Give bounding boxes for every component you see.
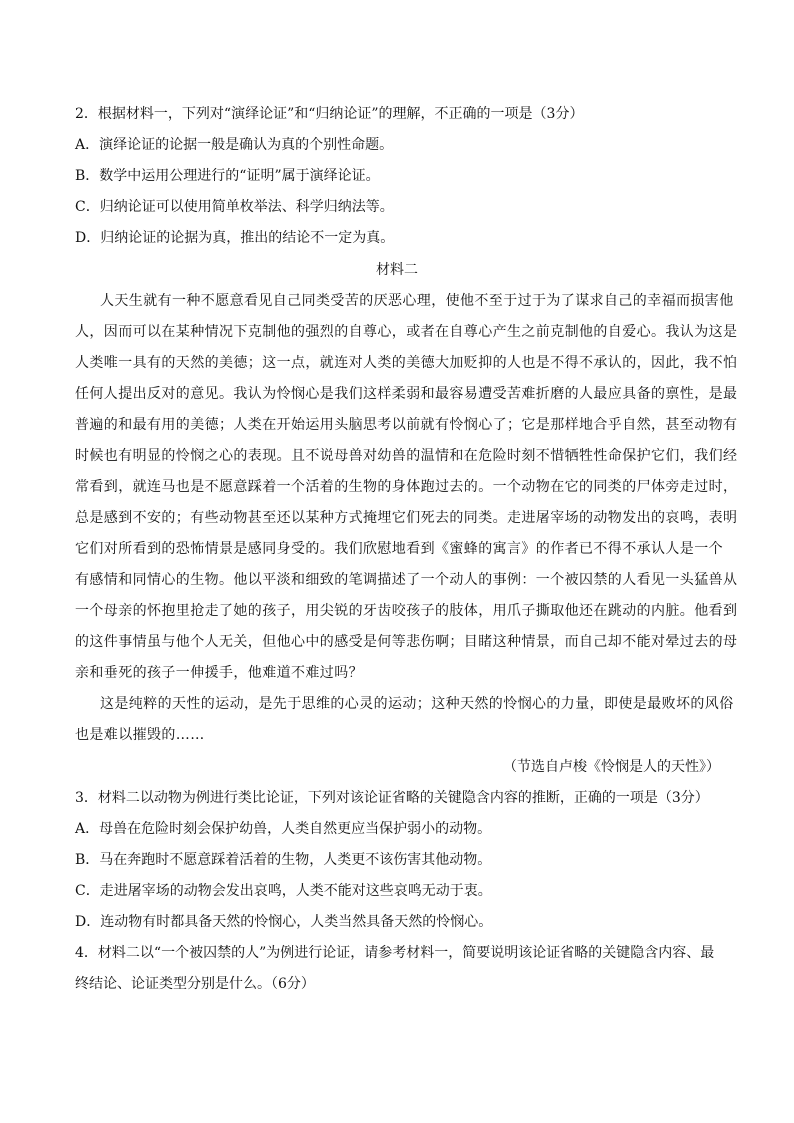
material-2-line: 总是感到不安的；有些动物甚至还以某种方式掩埋它们死去的同类。走进屠宰场的动物发出的哀鸣，表明 <box>75 510 738 526</box>
question-3-option-c: C．走进屠宰场的动物会发出哀鸣，人类不能对这些哀鸣无动于衷。 <box>75 883 492 899</box>
material-2-line: 人天生就有一种不愿意看见自己同类受苦的厌恶心理，使他不至于过于为了谋求自己的幸福而损害他 <box>100 293 734 309</box>
material-2-line: 任何人提出反对的意见。我认为怜悯心是我们这样柔弱和最容易遭受苦难折磨的人最应具备的禀性，是最 <box>75 386 738 402</box>
material-2-title: 材料二 <box>376 262 418 278</box>
material-2-line: 人，因而可以在某种情况下克制他的强烈的自尊心，或者在自尊心产生之前克制他的自爱心。我认为这是 <box>75 324 738 340</box>
question-3-option-d: D．连动物有时都具备天然的怜悯心，人类当然具备天然的怜悯心。 <box>75 914 493 930</box>
material-2-line: 这是纯粹的天性的运动，是先于思维的心灵的运动；这种天然的怜悯心的力量，即使是最败坏的风俗 <box>100 696 734 712</box>
material-2-line: 普遍的和最有用的美德；人类在开始运用头脑思考以前就有怜悯心了；它是那样地合乎自然，甚至动物有 <box>75 417 738 433</box>
question-2-option-c: C．归纳论证可以使用简单枚举法、科学归纳法等。 <box>75 199 394 215</box>
material-2-line: 时候也有明显的怜悯之心的表现。且不说母兽对幼兽的温情和在危险时刻不惜牺牲性命保护它们，我们经 <box>75 448 738 464</box>
question-4-stem: 4．材料二以“一个被囚禁的人”为例进行论证，请参考材料一，简要说明该论证省略的关键隐含内容、最 <box>75 945 715 961</box>
material-2-line: 常看到，就连马也是不愿意踩着一个活着的生物的身体跑过去的。一个动物在它的同类的尸体旁走过时， <box>75 479 738 495</box>
question-3-stem: 3．材料二以动物为例进行类比论证，下列对该论证省略的关键隐含内容的推断，正确的一项是（3分） <box>75 790 709 806</box>
material-2-source: （节选自卢梭《怜悯是人的天性》） <box>503 759 720 775</box>
material-2-line: 有感情和同情心的生物。他以平淡和细致的笔调描述了一个动人的事例：一个被囚禁的人看见一头猛兽从 <box>75 572 738 588</box>
material-2-line: 人类唯一具有的天然的美德；这一点，就连对人类的美德大加贬抑的人也是不得不承认的，因此，我不怕 <box>75 355 738 371</box>
question-3-option-b: B．马在奔跑时不愿意踩着活着的生物，人类更不该伤害其他动物。 <box>75 852 492 868</box>
question-2-option-a: A．演绎论证的论据一般是确认为真的个别性命题。 <box>75 137 394 153</box>
question-4-stem-continued: 终结论、论证类型分别是什么。（6分） <box>75 976 315 992</box>
question-3-option-a: A．母兽在危险时刻会保护幼兽，人类自然更应当保护弱小的动物。 <box>75 821 492 837</box>
material-2-line: 的这件事情虽与他个人无关，但他心中的感受是何等悲伤啊；目睹这种情景，而自己却不能对晕过去的母 <box>75 634 738 650</box>
question-2-option-b: B．数学中运用公理进行的“证明”属于演绎论证。 <box>75 168 380 184</box>
material-2-line: 一个母亲的怀抱里抢走了她的孩子，用尖锐的牙齿咬孩子的肢体，用爪子撕取他还在跳动的内脏。他看到 <box>75 603 738 619</box>
material-2-line: 它们对所看到的恐怖情景是感同身受的。我们欣慰地看到《蜜蜂的寓言》的作者已不得不承认人是一个 <box>75 541 723 557</box>
question-2-option-d: D．归纳论证的论据为真，推出的结论不一定为真。 <box>75 230 395 246</box>
material-2-line: 也是难以摧毁的…… <box>75 727 205 743</box>
question-2-stem: 2．根据材料一，下列对“演绎论证”和“归纳论证”的理解，不正确的一项是（3分） <box>75 106 584 122</box>
material-2-line: 亲和垂死的孩子一伸援手，他难道不难过吗？ <box>75 665 363 681</box>
